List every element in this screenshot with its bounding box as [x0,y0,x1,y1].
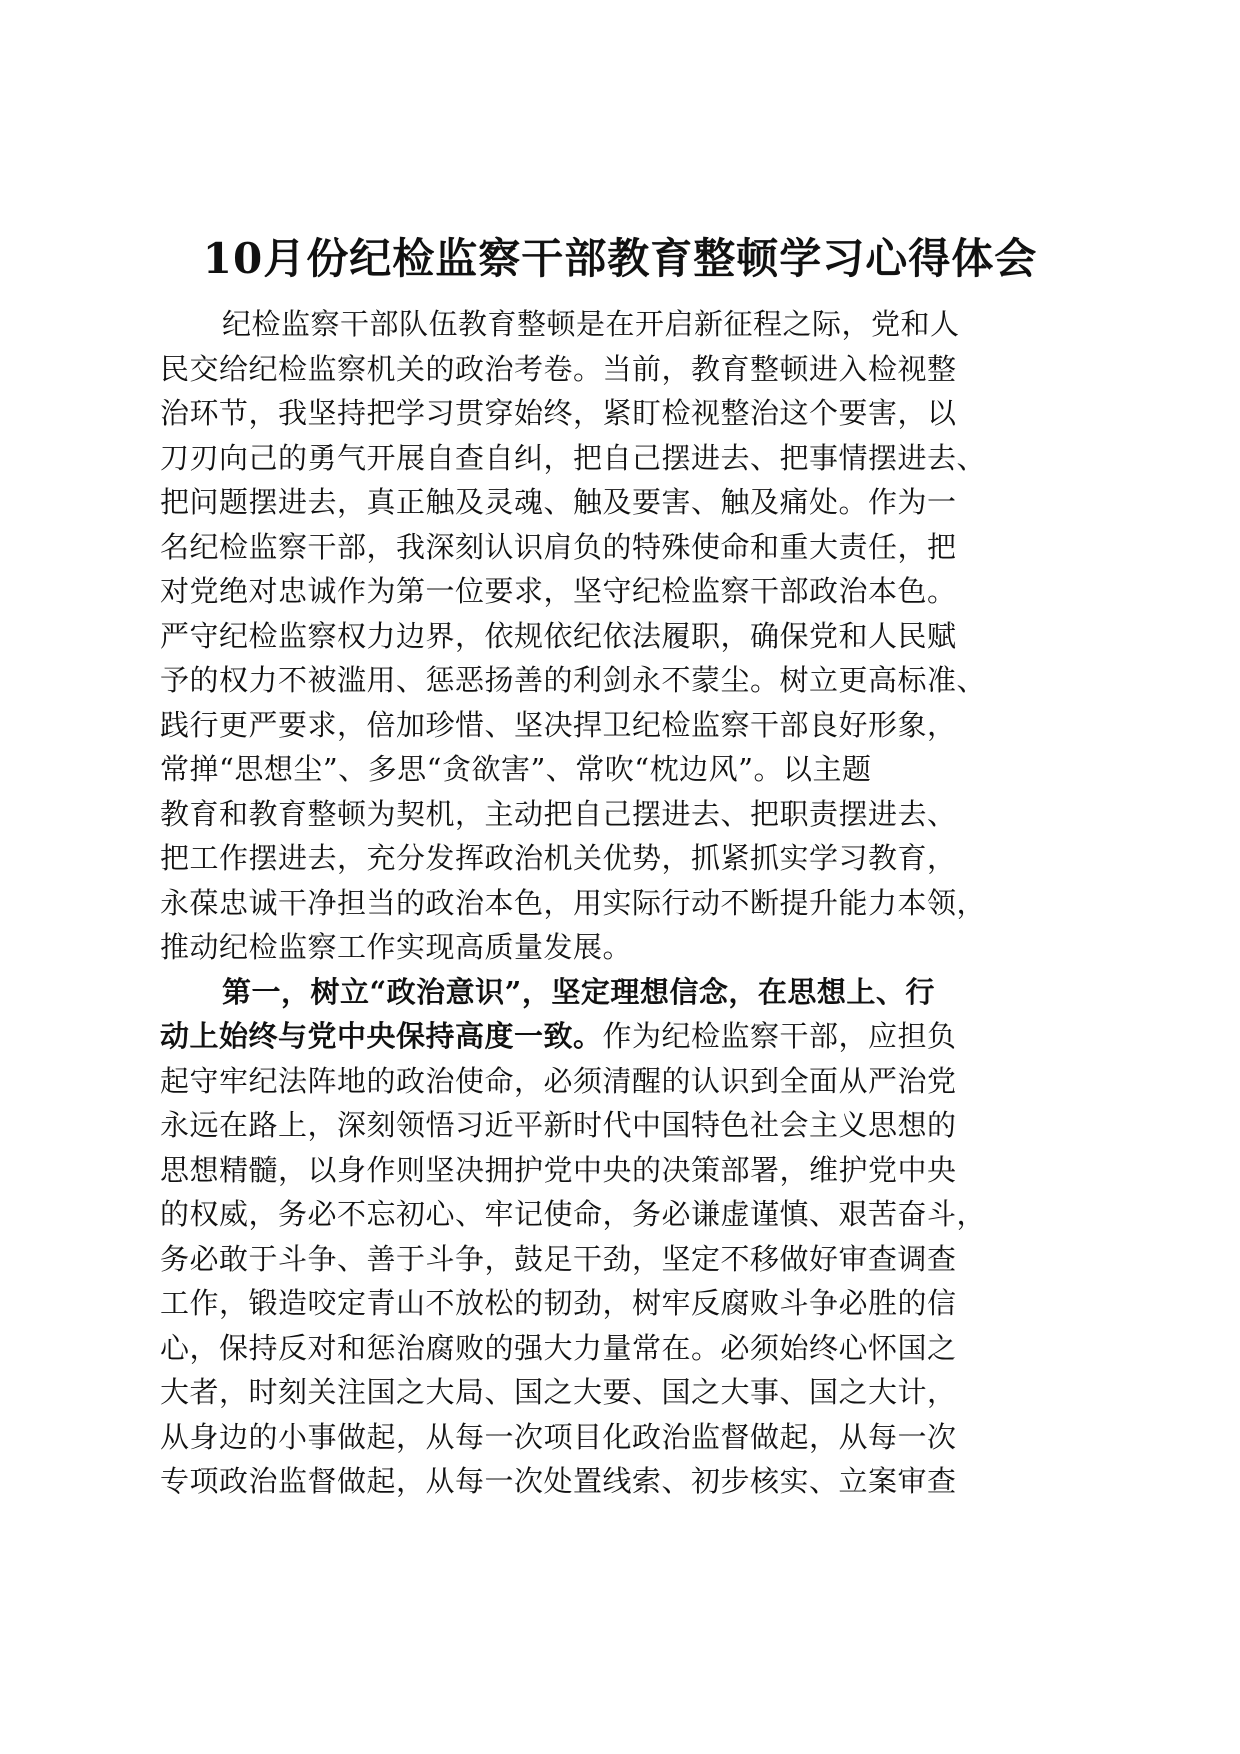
text-line: 纪检监察干部队伍教育整顿是在开启新征程之际，党和人 [222,307,960,341]
text-line: 对党绝对忠诚作为第一位要求，坚守纪检监察干部政治本色。 [160,574,957,608]
text-line: 从身边的小事做起，从每一次项目化政治监督做起，从每一次 [160,1419,957,1454]
text-line: 起守牢纪法阵地的政治使命，必须清醒的认识到全面从严治党 [160,1063,957,1098]
text-line: 永葆忠诚干净担当的政治本色，用实际行动不断提升能力本领， [160,885,987,920]
text-line: 永远在路上，深刻领悟习近平新时代中国特色社会主义思想的 [160,1108,957,1142]
text-line: 常掸“思想尘”、多思“贪欲害”、常吹“枕边风”。以主题 [160,752,872,786]
text-line: 把问题摆进去，真正触及灵魂、触及要害、触及痛处。作为一 [160,485,957,519]
paragraph-intro [160,302,1080,970]
text-line: 刀刃向己的勇气开展自查自纠，把自己摆进去、把事情摆进去、 [160,440,987,475]
text-line [160,1014,1080,1059]
text-line: 专项政治监督做起，从每一次处置线索、初步核实、立案审查 [160,1464,957,1498]
text-line: 予的权力不被滥用、惩恶扬善的利剑永不蒙尘。树立更高标准、 [160,663,987,697]
text-line: 民交给纪检监察机关的政治考卷。当前，教育整顿进入检视整 [160,351,957,386]
section-heading-end: 动上始终与党中央保持高度一致。 [160,1019,603,1053]
section-heading-line: 第一，树立“政治意识”，坚定理想信念，在思想上、行 [222,974,935,1009]
text-line: 把工作摆进去，充分发挥政治机关优势，抓紧抓实学习教育， [160,841,957,875]
document-title: 10月份纪检监察干部教育整顿学习心得体会 [202,234,1038,283]
text-line: 严守纪检监察权力边界，依规依纪依法履职，确保党和人民赋 [160,618,957,653]
text-line: 务必敢于斗争、善于斗争，鼓足干劲，坚定不移做好审查调查 [160,1241,957,1276]
document-body [160,302,1080,1504]
text-line: 的权威，务必不忘初心、牢记使命，务必谦虚谨慎、艰苦奋斗， [160,1197,987,1231]
text-line: 大者，时刻关注国之大局、国之大要、国之大事、国之大计， [160,1375,957,1409]
text-line: 思想精髓，以身作则坚决拥护党中央的决策部署，维护党中央 [160,1152,957,1187]
text-line: 名纪检监察干部，我深刻认识肩负的特殊使命和重大责任，把 [160,529,957,564]
text-line: 工作，锻造咬定青山不放松的韧劲，树牢反腐败斗争必胜的信 [160,1286,957,1320]
text-line: 推动纪检监察工作实现高质量发展。 [160,930,633,964]
text-line: 践行更严要求，倍加珍惜、坚决捍卫纪检监察干部良好形象， [160,707,957,742]
section-text-start: 作为纪检监察干部，应担负 [602,1019,957,1053]
text-line: 心，保持反对和惩治腐败的强大力量常在。必须始终心怀国之 [160,1330,957,1365]
text-line: 教育和教育整顿为契机，主动把自己摆进去、把职责摆进去、 [160,796,957,831]
text-line: 治环节，我坚持把学习贯穿始终，紧盯检视整治这个要害，以 [160,396,957,430]
paragraph-section-one [160,970,1080,1504]
